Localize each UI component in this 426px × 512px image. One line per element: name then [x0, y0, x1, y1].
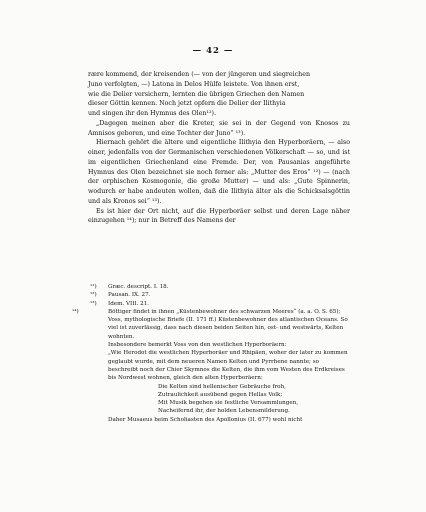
- footnote-label: ¹³): [90, 300, 97, 307]
- verse-line: Zutraulichkeit ausübend gegen Hellas Volk;: [158, 391, 283, 398]
- footnote-label: ¹⁴): [72, 308, 79, 315]
- footnote-label: ¹²): [90, 292, 97, 299]
- footnote-text: Græc. descript. I. 18.: [108, 284, 169, 290]
- paragraph-hiernach: Hiernach gehört die ältere und eigentliche Ilithyia den Hyperboräern, — also einer, jedenfalls von der Germanischen verschiedenen Völkerschaft — so, und ist im eigentlichen Griechenland eine Fremde. Der, von Pausanias angeführte Hymnus des Olen bezeichnet sie noch ferner als: „Mutter des Eros“ ¹²) — (nach der orphischen Kosmogonie, die große Mutter) — und als: „Gute Spinnerin, wodurch er habe andeuten wollen, daß die Ilithyia älter als die Schicksalsgöttin und als Kronos sei“ ¹³).: [88, 139, 350, 205]
- body-line: wie die Delier versichern, lernten die übrigen Griechen den Namen: [88, 90, 305, 98]
- footnote-text: Pausan. IX. 27.: [108, 292, 151, 299]
- footnote: [72, 308, 350, 341]
- paragraph-kreter: „Dagegen meinen aber die Kreter, sie sei in der Gegend von Knosos zu Amnisos geboren, und eine Tochter der Juno“ ¹³).: [88, 119, 350, 137]
- page-number: — 42 —: [192, 46, 234, 56]
- footnote-continuation: Insbesondere bemerkt Voss von den westlichen Hyperboräern:: [108, 342, 287, 349]
- footnote: [90, 283, 350, 291]
- footnote: [90, 300, 350, 308]
- footnote-label: ¹¹): [90, 284, 97, 290]
- verse-line: Die Kelten sind hellenischer Gebräuche froh,: [158, 383, 286, 390]
- footnote-text: Böttiger findet in ihnen „Küstenbewohner des schwarzen Meeres“ (a. a. O. S. 65); Voss, mythologische Briefe (II. 171 ff.) Küstenbewohner des atlantischen Oceans. So viel ist zuverlässig, dass nach diesen beiden Seiten hin, ost- und westwärts, Kelten wohnten.: [108, 308, 348, 340]
- voss-quote: „Wie Herodot die westlichen Hyperboräer und Rhipäen, woher der later zu kommen geglaubt wurde, mit dem neueren Namen Kelten und Pyrrhene nannte; so beschreibt noch der Chier Skymnos die Kelten, die ihm vom Westen des Erdkreises bis Nordwest wohnen, gleich den alten Hyperboräern:: [108, 350, 348, 382]
- body-line: Juno verfolgten, —) Latona in Delos Hülfe leistete. Von ihnen erst,: [88, 80, 300, 88]
- body-line: und singen ihr den Hymnus des Olen¹²).: [88, 110, 216, 117]
- footnote-text: Idem. VIII. 21.: [108, 300, 150, 307]
- verse-line: Mit Musik begehen sie festliche Versammlungen,: [158, 400, 299, 407]
- footnote-last-line: Daher Musaeus beim Scholiasten des Apollonius (II. 677) wohl nicht: [108, 416, 303, 423]
- body-line: rære kommend, der kreisenden (— von der jüngeren und siegreichen: [88, 71, 310, 78]
- main-text: [88, 70, 350, 226]
- body-line: dieser Göttin kennen. Noch jetzt opfern die Delier der Ilithyia: [88, 100, 286, 108]
- paragraph-hyperboraer: Es ist hier der Ort nicht, auf die Hyperboräer selbst und deren Lage näher einzugehen ¹⁴); nur in Betreff des Namens der: [88, 207, 350, 225]
- footnotes: [72, 283, 350, 424]
- verse-line: Nacheifernd ihr, der holden Lebensmilderung.: [158, 408, 290, 415]
- footnote: [90, 291, 350, 299]
